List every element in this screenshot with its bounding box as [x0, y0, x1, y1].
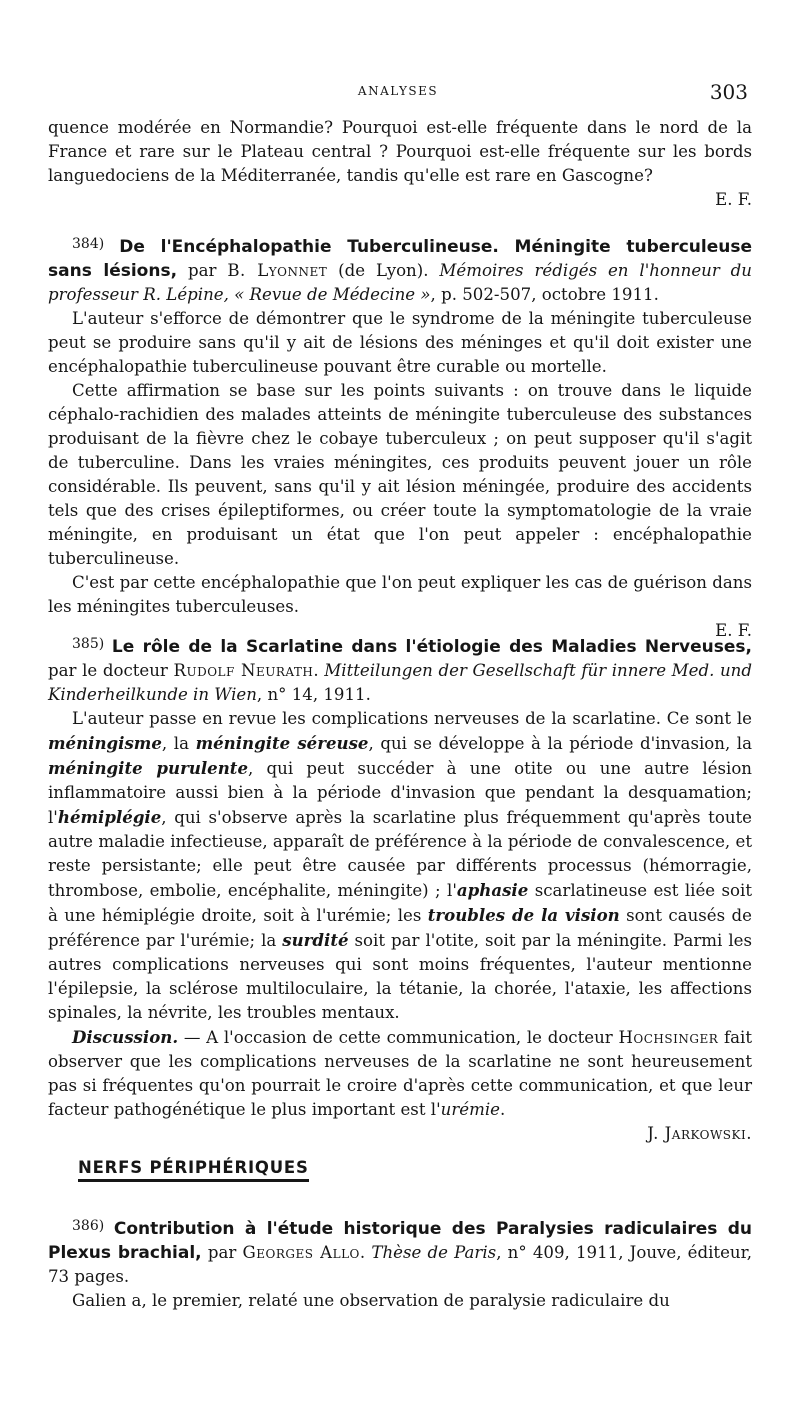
text-run: . [499, 1100, 506, 1119]
text-run: , qui se développe à la période d'invasion, la [368, 734, 752, 753]
article-386-paragraph-1: Galien a, le premier, relaté une observation de paralysie radiculaire du [72, 1291, 670, 1310]
text-run: soit par l'otite, soit par la méningite. Parmi les autres complications nerveuses qui sont moins fréquentes, l'auteur mentionne l'épilepsie, la sclérose multiloculaire, la tétanie, la chorée, l'ataxie, les affections spinales, la névrite, les troubles mentaux. [48, 931, 752, 1022]
article-385-heading [48, 632, 752, 707]
article-384-number: 384) [72, 236, 105, 252]
article-384-paragraph-2: Cette affirmation se base sur les points suivants : on trouve dans le liquide céphalo-rachidien des malades atteints de méningite tuberculeuse des substances produisant de la fièvre chez le cobaye tuberculeux ; on peut supposer qu'il s'agit de tuberculine. Dans les vraies méningites, ces produits peuvent jouer un rôle considérable. Ils peuvent, sans qu'il y ait lésion méningée, produire des accidents tels que des crises épileptiformes, ou créer toute la symptomatologie de la vraie méningite, en produisant un état que l'on peut appeler : encéphalopathie tuberculineuse. [48, 381, 752, 568]
article-384-signature: E. F. [715, 621, 752, 640]
text-run: , qui s'observe après la scarlatine plus fréquemment qu'après toute autre maladie infectieuse, apparaît de préférence à la période de convalescence, et reste persistante; elle peut être causée par différents processus (hémorragie, thrombose, embolie, encéphalite, méningite) ; l' [48, 808, 752, 900]
article-385-paragraph-1 [48, 707, 752, 1025]
article-386-heading [48, 1214, 752, 1289]
article-385-signature: J. Jarkowski. [647, 1124, 752, 1143]
text-run: , la [161, 734, 196, 753]
article-384-paragraph-3: C'est par cette encéphalopathie que l'on peut expliquer les cas de guérison dans les méningites tuberculeuses. [48, 573, 752, 616]
text-run: sont causés de préférence par l'urémie; la [48, 906, 752, 950]
article-384-paragraph-1: L'auteur s'efforce de démontrer que le syndrome de la méningite tuberculeuse peut se produire sans qu'il y ait de lésions des méninges et qu'il doit exister une encéphalopathie tuberculineuse pouvant être curable ou mortelle. [48, 309, 752, 376]
article-384-author: B. Lyonnet [227, 261, 328, 280]
term-uremie: urémie [440, 1100, 500, 1119]
article-386-author: Georges Allo [242, 1243, 360, 1262]
term-aphasie: aphasie [456, 880, 529, 900]
term-meningisme: méningisme [48, 733, 162, 753]
article-384-title: De l'Encéphalopathie Tuberculineuse. Méningite tuberculeuse sans lésions, [48, 237, 752, 281]
intro-paragraph: quence modérée en Normandie? Pourquoi est-elle fréquente dans le nord de la France et rare sur le Plateau central ? Pourquoi est-elle fréquente sur les bords languedociens de la Méditerranée, tandis qu'elle est rare en Gascogne? [48, 118, 752, 185]
discussion-label: Discussion. [72, 1027, 179, 1047]
text-run: — A l'occasion de cette communication, le docteur [178, 1028, 619, 1047]
text-run: L'auteur passe en revue les complications nerveuses de la scarlatine. Ce sont le [72, 709, 752, 728]
article-386-source-details: , n° 409, 1911, Jouve, éditeur, 73 pages. [48, 1243, 752, 1286]
page-number: 303 [709, 80, 748, 104]
article-384-author-location: (de Lyon). [327, 261, 440, 280]
article-384-heading [48, 232, 752, 307]
article-384-by: par [177, 261, 228, 280]
term-surdite: surdité [282, 930, 349, 950]
article-385-number: 385) [72, 636, 105, 652]
intro-continuation [48, 116, 752, 212]
article-385 [48, 632, 752, 1146]
article-385-by: par le docteur [48, 661, 174, 680]
article-384 [48, 232, 752, 643]
article-386-source: Thèse de Paris [371, 1243, 497, 1262]
article-386-number: 386) [72, 1218, 105, 1234]
term-meningite-purulente: méningite purulente [48, 758, 249, 778]
term-meningite-sereuse: méningite séreuse [195, 733, 369, 753]
article-385-author: Rudolf Neurath [173, 661, 314, 680]
article-386-title: Contribution à l'étude historique des Paralysies radiculaires du Plexus brachial, [48, 1219, 752, 1263]
article-384-source: Mémoires rédigés en l'honneur du professeur R. Lépine, « Revue de Médecine » [48, 261, 752, 304]
article-385-author-end: . [313, 661, 325, 680]
intro-signature: E. F. [715, 190, 752, 209]
term-hemiplegie: hémiplégie [57, 807, 162, 827]
running-title: ANALYSES [357, 84, 439, 98]
article-386-author-end: . [359, 1243, 372, 1262]
text-run: scarlatineuse est liée soit à une hémiplégie droite, soit à l'urémie; les [48, 881, 752, 925]
article-384-source-details: , p. 502-507, octobre 1911. [430, 285, 659, 304]
article-386-by: par [201, 1243, 243, 1262]
page-header [48, 80, 748, 110]
section-heading: NERFS PÉRIPHÉRIQUES [78, 1158, 309, 1182]
article-385-discussion [48, 1025, 752, 1122]
name-hochsinger: Hochsinger [618, 1028, 719, 1047]
term-troubles-vision: troubles de la vision [427, 905, 620, 925]
article-386 [48, 1214, 752, 1313]
text-run: fait observer que les complications nerveuses de la scarlatine ne sont heureusement pas si fréquentes qu'on pourrait le croire d'après cette communication, et que leur facteur pathogénétique le plus important est l' [48, 1028, 752, 1119]
article-385-source-details: , n° 14, 1911. [256, 685, 371, 704]
article-385-source: Mitteilungen der Gesellschaft für innere Med. und Kinderheilkunde in Wien [48, 661, 752, 704]
article-385-title: Le rôle de la Scarlatine dans l'étiologie des Maladies Nerveuses, [111, 637, 752, 657]
text-run: , qui peut succéder à une otite ou une autre lésion inflammatoire aussi bien à la période d'invasion que pendant la desquamation; l' [48, 759, 752, 827]
